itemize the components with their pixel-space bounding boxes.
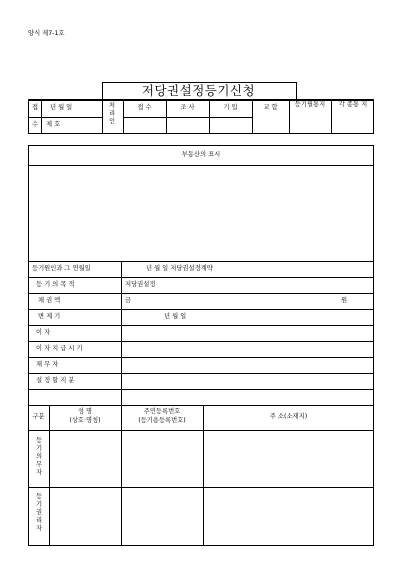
header-jeop: 접 <box>32 104 39 111</box>
row-label-debtor: 채 무 자 <box>36 361 59 368</box>
header-col-josa: 조 사 <box>180 104 195 111</box>
header-divider <box>41 99 42 134</box>
header-bottom-border <box>28 133 374 134</box>
party-divider <box>203 405 204 545</box>
row-line <box>28 261 374 262</box>
header-divider <box>289 99 290 134</box>
row-value-amount: 금 <box>125 297 132 304</box>
row-suffix-amount: 원 <box>341 297 348 304</box>
header-cheori: 처리인 <box>108 102 116 125</box>
party-row-obligor: 등기의무자 <box>35 437 43 476</box>
row-line <box>28 293 374 294</box>
party-address: 주 소(소재지) <box>269 413 308 420</box>
party-divider <box>121 405 122 545</box>
party-name-line2: (상호·명칭) <box>69 417 101 424</box>
row-label-interest-payment: 이 자 지 급 시 기 <box>36 345 83 352</box>
row-label-amount: 채 권 액 <box>38 297 61 304</box>
row-line <box>28 373 374 374</box>
row-line <box>28 405 374 406</box>
header-mid-line-right <box>123 117 252 118</box>
header-col-jeopsu: 접 수 <box>137 104 152 111</box>
row-label-interest: 이 자 <box>36 329 51 336</box>
row-value-due: 년 월 일 <box>164 313 187 320</box>
header-mid-line <box>28 117 102 118</box>
row-label-due: 변 제 기 <box>38 313 61 320</box>
row-label-cause: 등기원인과 그 연월일 <box>32 265 91 272</box>
form-title: 저당권설정등기신청 <box>141 83 256 98</box>
party-id-line1: 주민등록번호 <box>143 408 181 415</box>
form-number: 양식 제7-1호 <box>28 30 65 37</box>
party-divider <box>49 405 50 545</box>
party-gubun: 구분 <box>32 413 45 420</box>
row-label-purpose: 등 기 의 목 적 <box>36 281 75 288</box>
row-line <box>28 277 374 278</box>
header-je-ho: 제 호 <box>46 121 61 128</box>
row-value-purpose: 저당권설정 <box>125 281 156 288</box>
header-col-various-notice: 각 종통 지 <box>338 101 368 108</box>
header-date: 년 월 일 <box>50 104 73 111</box>
row-line <box>28 341 374 342</box>
row-line <box>28 389 374 390</box>
row-line <box>28 325 374 326</box>
row-line <box>28 357 374 358</box>
header-right-border <box>373 99 374 134</box>
header-col-gyohap: 교 합 <box>263 104 278 111</box>
label-divider <box>121 261 122 405</box>
header-divider <box>102 99 103 134</box>
party-name-line1: 성 명 <box>77 408 93 415</box>
party-id-line2: (등기용등록번호) <box>138 417 186 424</box>
row-value-cause: 년 월 일 저당권설정계약 <box>146 265 213 272</box>
property-label: 부동산의 표시 <box>181 151 221 158</box>
row-line <box>28 165 374 166</box>
header-left-border <box>28 99 29 134</box>
row-line <box>28 430 374 431</box>
header-su: 수 <box>32 121 39 128</box>
header-col-notice: 등기필통지 <box>294 101 326 108</box>
row-line <box>28 309 374 310</box>
header-divider <box>331 99 332 134</box>
row-line <box>28 487 374 488</box>
header-col-giip: 기 입 <box>223 104 238 111</box>
party-row-obligee: 등기권리자 <box>35 493 43 532</box>
row-label-share: 설 정 할 지 분 <box>36 377 75 384</box>
